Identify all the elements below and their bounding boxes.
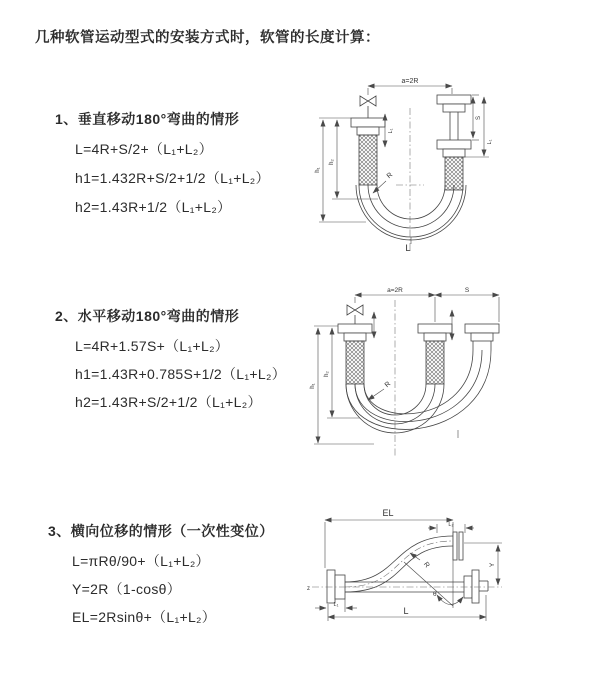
dim-label-r: R [385, 171, 395, 181]
dim-label-r: R [421, 561, 431, 570]
left-flange [327, 570, 345, 603]
radius-leader [410, 553, 431, 569]
formula-line: L=4R+S/2+（L₁+L₂） [75, 141, 213, 157]
centerline [396, 108, 424, 250]
dim-label-r: R [383, 380, 393, 390]
right-flange [464, 570, 488, 603]
hose-u-arcs [356, 185, 466, 240]
dim-label-h1: h₁ [315, 167, 321, 173]
valve-icon [347, 305, 363, 324]
braided-hose-section [359, 135, 377, 185]
diagram-vertical-180-bend [310, 70, 600, 255]
braided-hose-section [426, 341, 444, 384]
valve-icon [360, 96, 376, 118]
right-pipe [437, 95, 471, 190]
formula-line: L=πRθ/90+（L₁+L₂） [72, 553, 210, 569]
hose-position-2-arcs [346, 350, 491, 429]
dim-label-l: L [403, 606, 409, 616]
dimension-l1 [315, 599, 357, 612]
radius-leader [368, 381, 392, 400]
braided-hose-section [346, 341, 364, 384]
formula-line: EL=2Rsinθ+（L₁+L₂） [72, 609, 217, 625]
page-title: 几种软管运动型式的安装方式时，软管的长度计算： [35, 30, 380, 46]
dim-label-h1: h₁ [310, 383, 316, 389]
section-2-heading: 2、水平移动180°弯曲的情形 [55, 308, 240, 324]
dim-label-y: Y [489, 562, 496, 568]
dim-label-l2: L₂ [448, 522, 454, 528]
dimension-l2 [428, 522, 474, 533]
dim-label-el: EL [382, 508, 394, 518]
left-flange [338, 324, 372, 384]
formula-line: L=4R+1.57S+（L₁+L₂） [75, 338, 230, 354]
dim-label-h2: h₂ [329, 159, 335, 165]
upper-flange [453, 532, 463, 560]
formula-line: h1=1.43R+0.785S+1/2（L₁+L₂） [75, 366, 286, 382]
dim-label-l: L [405, 243, 411, 254]
dim-label-theta: θ [433, 591, 437, 598]
formula-line: h2=1.43R+S/2+1/2（L₁+L₂） [75, 394, 262, 410]
dim-label-l1: L₁ [487, 139, 493, 145]
dim-label-a2r: a=2R [401, 78, 419, 85]
dim-label-a2r: a=2R [387, 287, 403, 294]
curved-hose-position [345, 536, 453, 592]
angle-construction [404, 562, 463, 606]
right-flange [465, 324, 499, 350]
left-flange [351, 118, 385, 185]
diagram-lateral-displacement [300, 500, 600, 640]
dimension-l1-left [385, 114, 394, 147]
middle-flange [418, 324, 452, 384]
centerline-mark: z [307, 586, 310, 592]
formula-line: h1=1.432R+S/2+1/2（L₁+L₂） [75, 170, 270, 186]
dim-label-l1: L₁ [388, 128, 394, 134]
section-3-heading: 3、横向位移的情形（一次性变位） [48, 523, 274, 539]
section-1-heading: 1、垂直移动180°弯曲的情形 [55, 111, 240, 127]
dimension-s [472, 95, 482, 140]
dim-label-h2: h₂ [324, 371, 330, 377]
dimension-width [368, 78, 452, 95]
formula-line: Y=2R（1-cosθ） [72, 581, 182, 597]
dim-label-s: S [476, 115, 482, 121]
diagram-horizontal-180-bend [308, 284, 600, 464]
dim-label-s: S [464, 287, 470, 294]
formula-line: h2=1.43R+1/2（L₁+L₂） [75, 199, 232, 215]
dimension-width [355, 287, 499, 322]
dim-label-l1: L₁ [333, 602, 339, 608]
